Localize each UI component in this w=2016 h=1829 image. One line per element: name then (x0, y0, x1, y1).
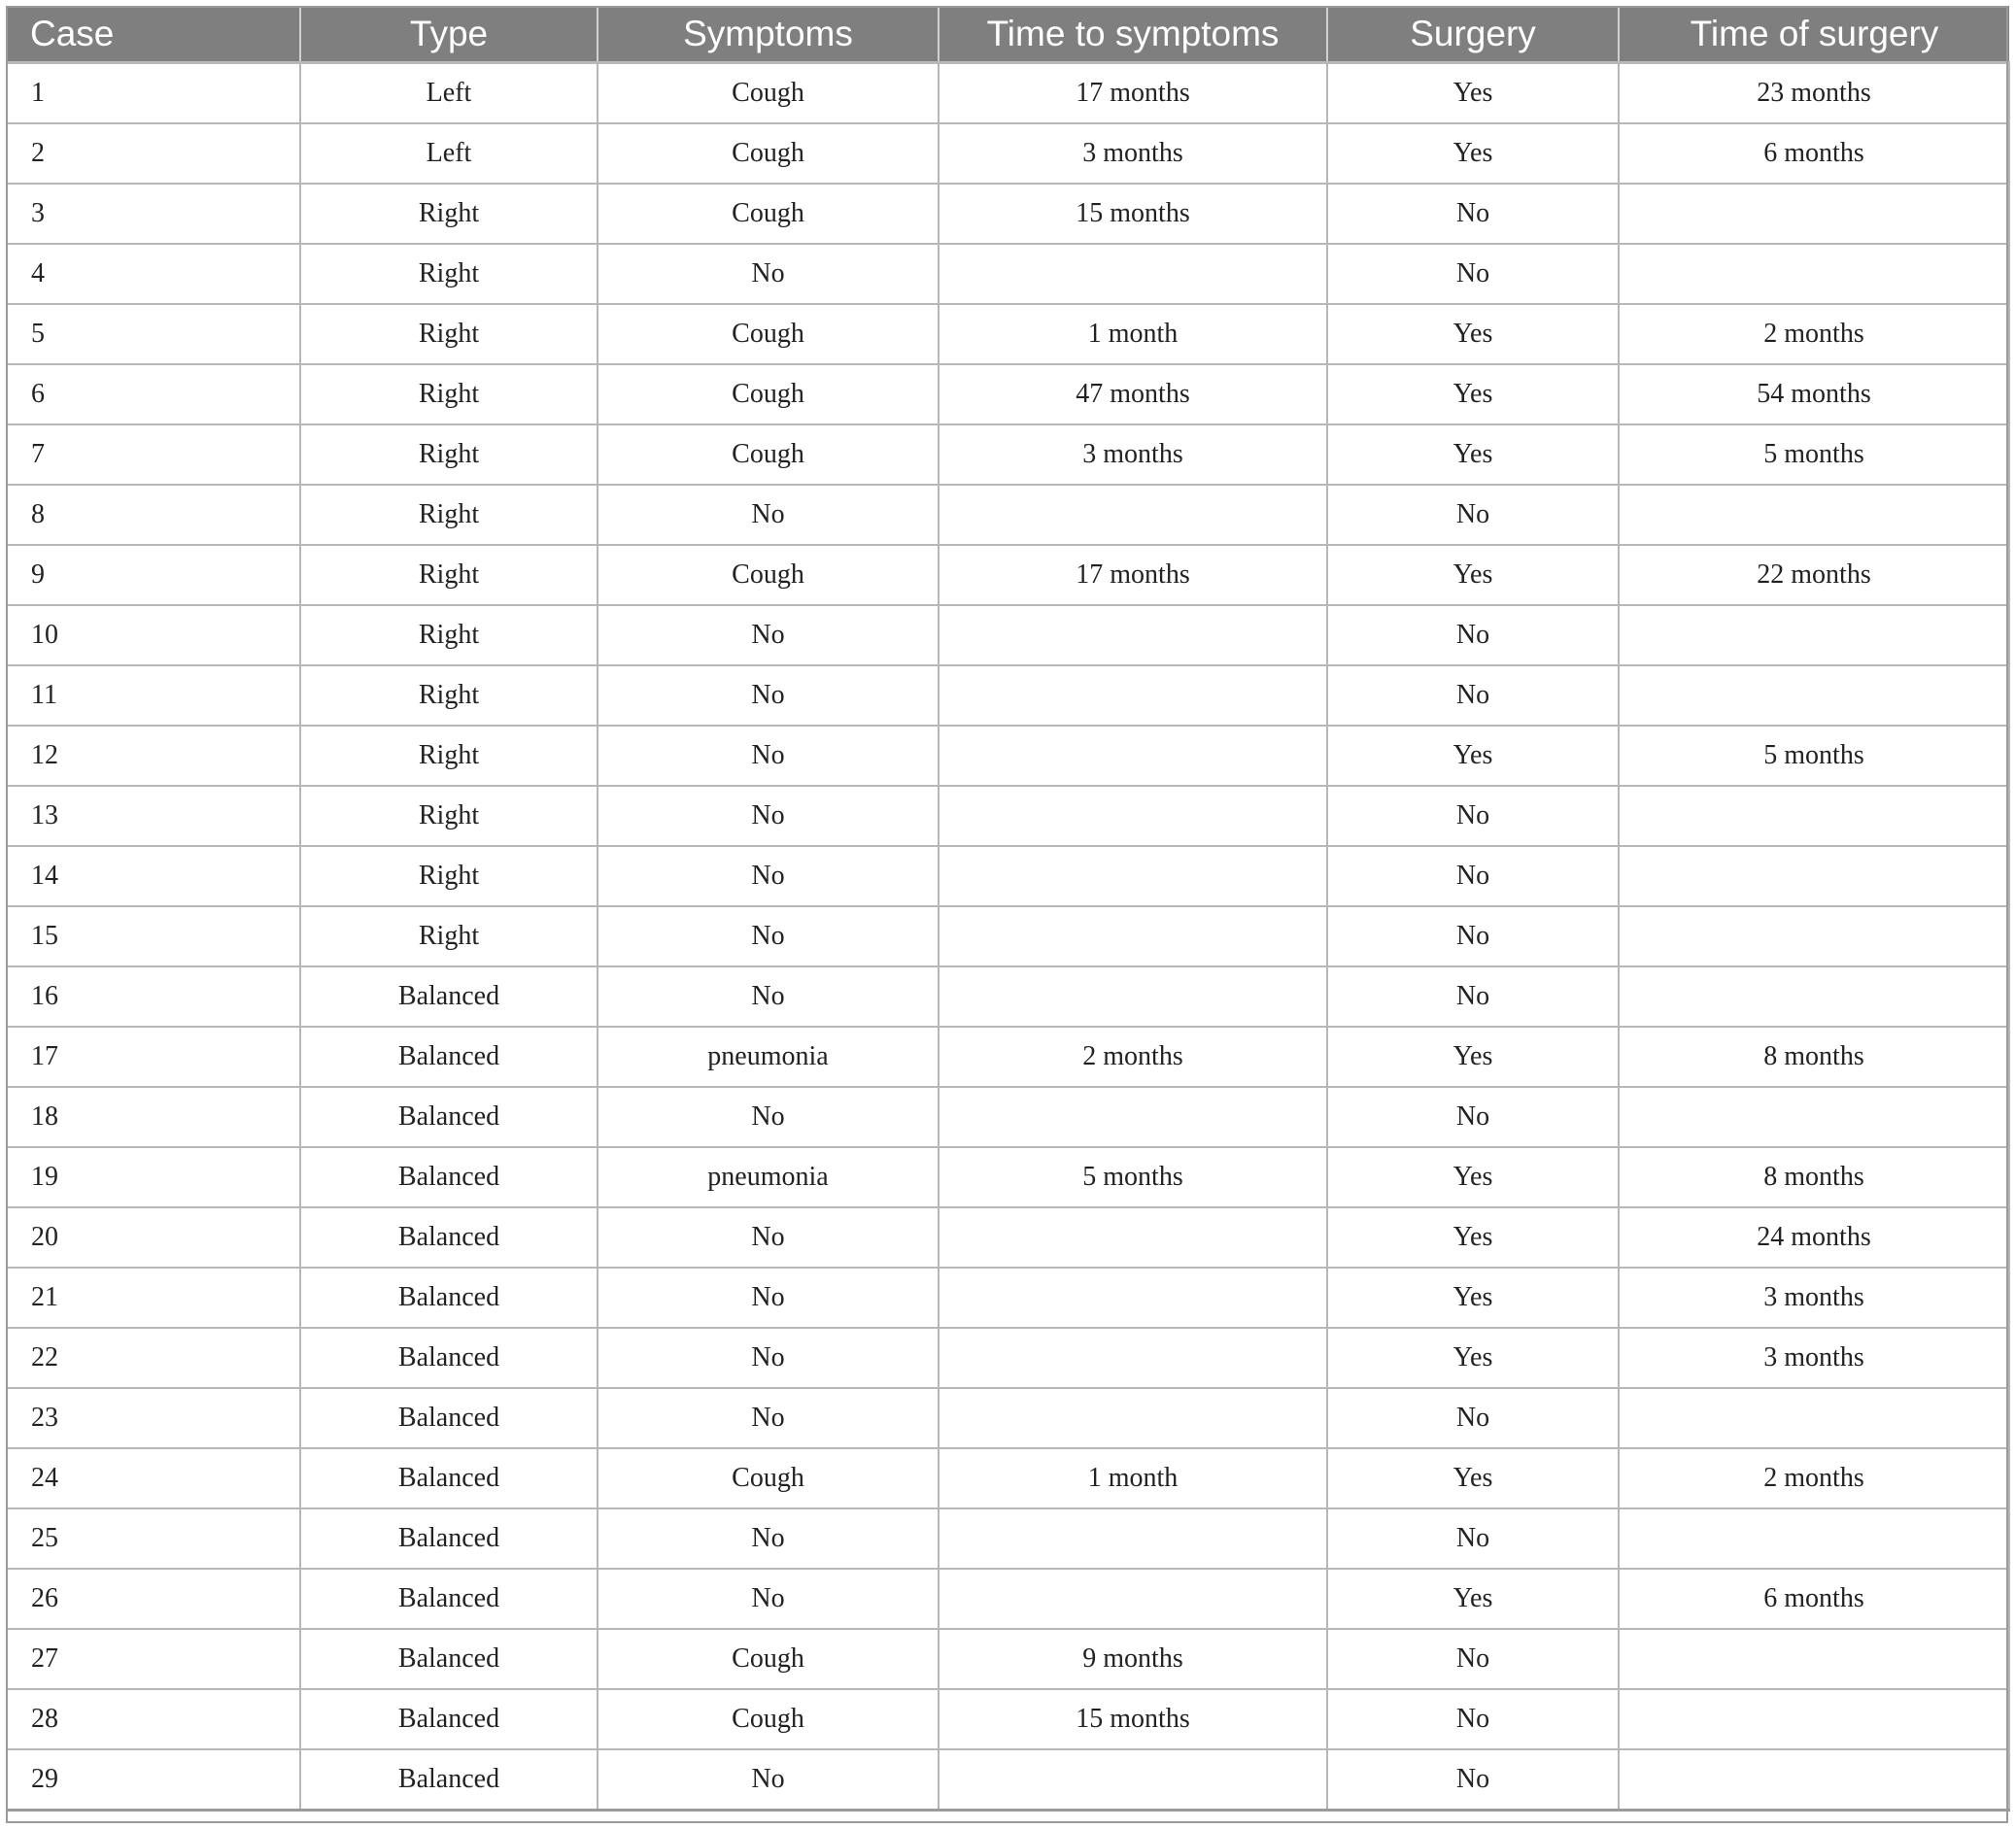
cell-type: Balanced (300, 1448, 598, 1508)
table-row (7, 786, 2009, 846)
cell-symptoms: No (598, 1388, 939, 1448)
cell-symptoms: No (598, 244, 939, 304)
cell-type: Right (300, 244, 598, 304)
cell-time-to-symptoms (939, 665, 1327, 726)
cell-case: 14 (7, 846, 300, 906)
cell-time-of-surgery: 8 months (1619, 1147, 2009, 1207)
cell-type: Balanced (300, 1147, 598, 1207)
cell-surgery: Yes (1327, 1268, 1619, 1328)
table-row (7, 244, 2009, 304)
cell-case: 24 (7, 1448, 300, 1508)
cell-surgery: No (1327, 244, 1619, 304)
cell-type: Balanced (300, 966, 598, 1027)
cell-time-of-surgery (1619, 1388, 2009, 1448)
cell-symptoms: Cough (598, 1689, 939, 1749)
table-row (7, 1388, 2009, 1448)
table-header-row (7, 6, 2009, 63)
cell-time-of-surgery: 5 months (1619, 726, 2009, 786)
cell-surgery: No (1327, 1388, 1619, 1448)
table-row (7, 726, 2009, 786)
table-row (7, 846, 2009, 906)
cell-type: Right (300, 726, 598, 786)
cell-case: 29 (7, 1749, 300, 1811)
cell-time-to-symptoms: 2 months (939, 1027, 1327, 1087)
cell-type: Balanced (300, 1569, 598, 1629)
cell-time-to-symptoms: 17 months (939, 63, 1327, 124)
cell-type: Balanced (300, 1027, 598, 1087)
cell-time-of-surgery: 6 months (1619, 123, 2009, 184)
cell-time-of-surgery: 23 months (1619, 63, 2009, 124)
cell-surgery: No (1327, 1087, 1619, 1147)
cell-time-to-symptoms (939, 906, 1327, 966)
cell-case: 22 (7, 1328, 300, 1388)
cell-time-to-symptoms: 5 months (939, 1147, 1327, 1207)
table-body (7, 63, 2009, 1811)
cell-symptoms: No (598, 786, 939, 846)
cell-case: 6 (7, 364, 300, 424)
cell-time-of-surgery: 6 months (1619, 1569, 2009, 1629)
cell-surgery: No (1327, 605, 1619, 665)
cell-symptoms: No (598, 1508, 939, 1569)
header-case: Case (7, 6, 300, 63)
cell-surgery: No (1327, 906, 1619, 966)
table-row (7, 123, 2009, 184)
table-row (7, 1569, 2009, 1629)
cell-time-of-surgery (1619, 1087, 2009, 1147)
cell-time-of-surgery (1619, 966, 2009, 1027)
cell-surgery: Yes (1327, 726, 1619, 786)
cell-time-of-surgery: 24 months (1619, 1207, 2009, 1268)
cell-type: Balanced (300, 1207, 598, 1268)
cell-surgery: No (1327, 846, 1619, 906)
table-row (7, 665, 2009, 726)
cell-time-of-surgery (1619, 1508, 2009, 1569)
cell-symptoms: Cough (598, 424, 939, 485)
cell-case: 9 (7, 545, 300, 605)
cell-time-of-surgery: 3 months (1619, 1328, 2009, 1388)
cell-symptoms: No (598, 1087, 939, 1147)
cell-surgery: No (1327, 485, 1619, 545)
cell-symptoms: No (598, 665, 939, 726)
cell-surgery: No (1327, 184, 1619, 244)
cell-surgery: No (1327, 1629, 1619, 1689)
cell-symptoms: No (598, 846, 939, 906)
table-row (7, 304, 2009, 364)
cell-case: 21 (7, 1268, 300, 1328)
table-row (7, 1207, 2009, 1268)
cell-case: 4 (7, 244, 300, 304)
cell-type: Right (300, 665, 598, 726)
cell-case: 1 (7, 63, 300, 124)
table-row (7, 966, 2009, 1027)
cell-symptoms: Cough (598, 1629, 939, 1689)
cell-case: 20 (7, 1207, 300, 1268)
cell-type: Balanced (300, 1508, 598, 1569)
cell-time-to-symptoms (939, 966, 1327, 1027)
cell-surgery: No (1327, 665, 1619, 726)
cell-case: 3 (7, 184, 300, 244)
cell-symptoms: Cough (598, 63, 939, 124)
cell-type: Right (300, 846, 598, 906)
cell-type: Balanced (300, 1328, 598, 1388)
cell-time-to-symptoms: 15 months (939, 1689, 1327, 1749)
cell-type: Balanced (300, 1689, 598, 1749)
cell-type: Right (300, 184, 598, 244)
cell-case: 5 (7, 304, 300, 364)
table-row (7, 1629, 2009, 1689)
cell-surgery: Yes (1327, 123, 1619, 184)
cell-type: Right (300, 906, 598, 966)
cell-case: 15 (7, 906, 300, 966)
cell-time-of-surgery (1619, 1749, 2009, 1811)
cell-symptoms: No (598, 1569, 939, 1629)
cell-surgery: Yes (1327, 1448, 1619, 1508)
cell-type: Balanced (300, 1749, 598, 1811)
cell-case: 26 (7, 1569, 300, 1629)
cell-time-to-symptoms: 1 month (939, 1448, 1327, 1508)
table-row (7, 63, 2009, 124)
cell-type: Right (300, 485, 598, 545)
cell-surgery: No (1327, 966, 1619, 1027)
cell-type: Right (300, 304, 598, 364)
cell-type: Right (300, 424, 598, 485)
cell-type: Right (300, 786, 598, 846)
table-row (7, 1268, 2009, 1328)
table-row (7, 1027, 2009, 1087)
cell-surgery: Yes (1327, 364, 1619, 424)
table-row (7, 1689, 2009, 1749)
cell-time-to-symptoms (939, 244, 1327, 304)
cell-type: Left (300, 63, 598, 124)
cell-case: 18 (7, 1087, 300, 1147)
table-row (7, 1328, 2009, 1388)
cell-symptoms: No (598, 726, 939, 786)
cell-symptoms: No (598, 1207, 939, 1268)
cell-type: Balanced (300, 1388, 598, 1448)
cell-symptoms: Cough (598, 304, 939, 364)
table-row (7, 485, 2009, 545)
cell-surgery: Yes (1327, 1207, 1619, 1268)
cell-time-of-surgery: 8 months (1619, 1027, 2009, 1087)
cell-type: Left (300, 123, 598, 184)
cell-time-of-surgery (1619, 1629, 2009, 1689)
cell-symptoms: No (598, 966, 939, 1027)
cell-symptoms: Cough (598, 184, 939, 244)
cell-surgery: Yes (1327, 304, 1619, 364)
cell-symptoms: No (598, 605, 939, 665)
header-type: Type (300, 6, 598, 63)
cell-time-to-symptoms (939, 605, 1327, 665)
cell-surgery: No (1327, 1689, 1619, 1749)
cell-time-to-symptoms (939, 1749, 1327, 1811)
cell-time-to-symptoms (939, 1207, 1327, 1268)
cell-surgery: Yes (1327, 1569, 1619, 1629)
cell-case: 25 (7, 1508, 300, 1569)
cell-surgery: No (1327, 1508, 1619, 1569)
header-symptoms: Symptoms (598, 6, 939, 63)
cell-symptoms: Cough (598, 1448, 939, 1508)
cell-case: 28 (7, 1689, 300, 1749)
cell-time-of-surgery: 3 months (1619, 1268, 2009, 1328)
cell-case: 13 (7, 786, 300, 846)
cell-case: 11 (7, 665, 300, 726)
cell-time-to-symptoms (939, 726, 1327, 786)
cell-symptoms: No (598, 906, 939, 966)
header-time-of-surgery: Time of surgery (1619, 6, 2009, 63)
cell-time-of-surgery (1619, 485, 2009, 545)
cell-type: Right (300, 605, 598, 665)
cell-time-to-symptoms (939, 1508, 1327, 1569)
cell-case: 27 (7, 1629, 300, 1689)
cell-surgery: No (1327, 1749, 1619, 1811)
cell-time-of-surgery (1619, 906, 2009, 966)
data-table-container (6, 6, 2008, 1823)
cell-time-to-symptoms (939, 1388, 1327, 1448)
cell-surgery: Yes (1327, 1147, 1619, 1207)
cell-time-to-symptoms (939, 1268, 1327, 1328)
cell-symptoms: No (598, 1328, 939, 1388)
cell-type: Right (300, 545, 598, 605)
cell-time-of-surgery: 2 months (1619, 304, 2009, 364)
cell-type: Balanced (300, 1629, 598, 1689)
table-row (7, 1087, 2009, 1147)
cell-time-to-symptoms (939, 1087, 1327, 1147)
cell-surgery: Yes (1327, 1027, 1619, 1087)
header-time-to-symptoms: Time to symptoms (939, 6, 1327, 63)
cell-surgery: Yes (1327, 63, 1619, 124)
cell-time-of-surgery: 22 months (1619, 545, 2009, 605)
cell-symptoms: Cough (598, 123, 939, 184)
cell-symptoms: pneumonia (598, 1027, 939, 1087)
cell-case: 16 (7, 966, 300, 1027)
cell-time-to-symptoms (939, 786, 1327, 846)
cell-case: 2 (7, 123, 300, 184)
cell-time-of-surgery (1619, 665, 2009, 726)
table-row (7, 605, 2009, 665)
table-row (7, 1147, 2009, 1207)
cell-time-of-surgery (1619, 846, 2009, 906)
cell-time-to-symptoms: 3 months (939, 424, 1327, 485)
cell-symptoms: No (598, 485, 939, 545)
table-row (7, 545, 2009, 605)
table-row (7, 1508, 2009, 1569)
cell-symptoms: Cough (598, 545, 939, 605)
cell-time-of-surgery (1619, 605, 2009, 665)
cell-case: 23 (7, 1388, 300, 1448)
cell-symptoms: No (598, 1749, 939, 1811)
cell-case: 7 (7, 424, 300, 485)
cell-time-of-surgery (1619, 1689, 2009, 1749)
cell-time-to-symptoms: 47 months (939, 364, 1327, 424)
cell-case: 19 (7, 1147, 300, 1207)
cell-time-of-surgery: 5 months (1619, 424, 2009, 485)
cell-time-of-surgery (1619, 184, 2009, 244)
cell-time-to-symptoms: 3 months (939, 123, 1327, 184)
cell-surgery: Yes (1327, 424, 1619, 485)
cell-time-of-surgery: 54 months (1619, 364, 2009, 424)
table-row (7, 906, 2009, 966)
cell-surgery: Yes (1327, 1328, 1619, 1388)
cell-type: Balanced (300, 1087, 598, 1147)
cell-surgery: Yes (1327, 545, 1619, 605)
cell-time-to-symptoms: 15 months (939, 184, 1327, 244)
cell-surgery: No (1327, 786, 1619, 846)
cell-symptoms: No (598, 1268, 939, 1328)
cell-case: 12 (7, 726, 300, 786)
table-row (7, 1448, 2009, 1508)
table-row (7, 184, 2009, 244)
table-row (7, 1749, 2009, 1811)
header-surgery: Surgery (1327, 6, 1619, 63)
cell-time-of-surgery (1619, 244, 2009, 304)
cell-case: 10 (7, 605, 300, 665)
cell-time-to-symptoms: 9 months (939, 1629, 1327, 1689)
cell-time-to-symptoms (939, 485, 1327, 545)
cell-type: Balanced (300, 1268, 598, 1328)
table-row (7, 424, 2009, 485)
cell-case: 8 (7, 485, 300, 545)
cell-time-to-symptoms: 1 month (939, 304, 1327, 364)
case-table (6, 6, 2010, 1812)
cell-symptoms: pneumonia (598, 1147, 939, 1207)
cell-case: 17 (7, 1027, 300, 1087)
cell-symptoms: Cough (598, 364, 939, 424)
cell-time-to-symptoms (939, 846, 1327, 906)
cell-time-to-symptoms (939, 1328, 1327, 1388)
cell-time-of-surgery (1619, 786, 2009, 846)
cell-time-to-symptoms (939, 1569, 1327, 1629)
cell-time-to-symptoms: 17 months (939, 545, 1327, 605)
cell-type: Right (300, 364, 598, 424)
table-row (7, 364, 2009, 424)
cell-time-of-surgery: 2 months (1619, 1448, 2009, 1508)
